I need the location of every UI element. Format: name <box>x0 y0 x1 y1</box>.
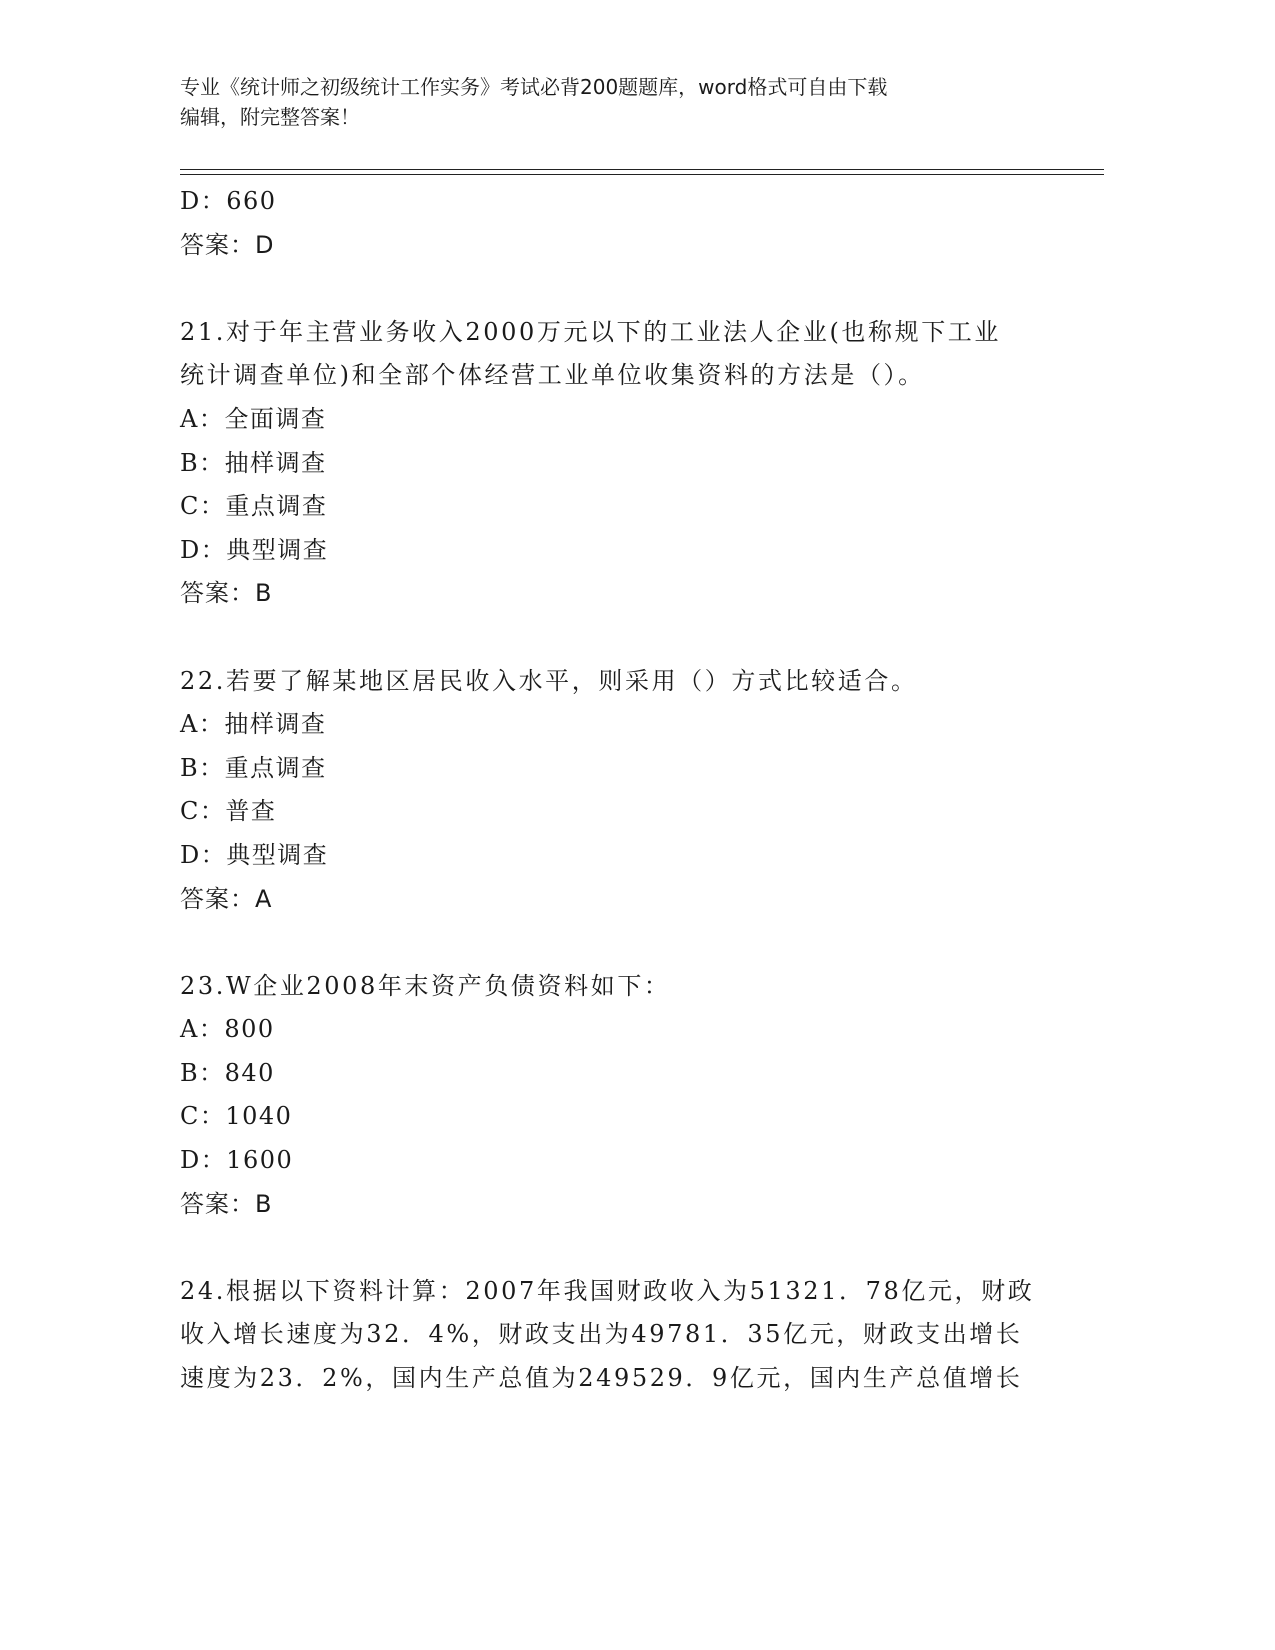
document-body <box>180 180 1080 1401</box>
header-divider-bottom <box>180 174 1104 175</box>
option-a: A：抽样调查 <box>180 710 327 739</box>
question-23 <box>180 965 1080 1227</box>
question-22 <box>180 660 1080 922</box>
question-24 <box>180 1270 1080 1401</box>
answer-line: 答案：B <box>180 579 273 608</box>
option-d: D：660 <box>180 187 277 215</box>
option-c: C：普查 <box>180 797 277 826</box>
option-c: C：重点调查 <box>180 492 328 521</box>
option-b: B：重点调查 <box>180 753 327 782</box>
answer-line: 答案：A <box>180 884 273 913</box>
question-stem-line: 22.若要了解某地区居民收入水平，则采用（）方式比较适合。 <box>180 666 918 695</box>
option-b: B：抽样调查 <box>180 448 327 477</box>
option-b: B：840 <box>180 1058 275 1087</box>
option-d: D：1600 <box>180 1146 294 1175</box>
question-stem-line: 统计调查单位)和全部个体经营工业单位收集资料的方法是（）。 <box>180 361 925 390</box>
question-stem-line: 21.对于年主营业务收入2000万元以下的工业法人企业(也称规下工业 <box>180 317 1002 346</box>
question-stem-line: 收入增长速度为32．4%，财政支出为49781．35亿元，财政支出增长 <box>180 1320 1023 1349</box>
answer-line: 答案：B <box>180 1189 273 1218</box>
question-stem-line: 速度为23．2%，国内生产总值为249529．9亿元，国内生产总值增长 <box>180 1364 1023 1393</box>
header-line-1: 专业《统计师之初级统计工作实务》考试必背200题题库，word格式可自由下载 <box>180 75 888 99</box>
answer-line: 答案：D <box>180 230 275 259</box>
previous-question-fragment <box>180 180 1080 267</box>
option-a: A：全面调查 <box>180 404 327 433</box>
question-stem-line: 23.W企业2008年末资产负债资料如下： <box>180 971 671 1000</box>
question-stem-line: 24.根据以下资料计算：2007年我国财政收入为51321．78亿元，财政 <box>180 1276 1035 1305</box>
option-d: D：典型调查 <box>180 840 329 869</box>
option-a: A：800 <box>180 1015 275 1044</box>
question-21 <box>180 311 1080 616</box>
option-c: C：1040 <box>180 1102 293 1131</box>
header-line-2: 编辑，附完整答案！ <box>180 105 360 129</box>
header-divider-top <box>180 169 1104 170</box>
option-d: D：典型调查 <box>180 535 329 564</box>
document-header <box>180 72 1080 132</box>
